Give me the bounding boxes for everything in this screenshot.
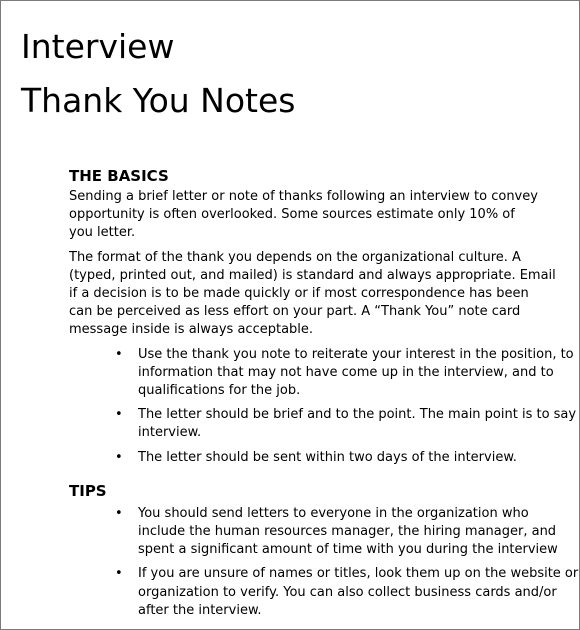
list-item: [69, 449, 580, 467]
text-line: you letter.: [69, 225, 136, 241]
text-line: organization to verify. You can also collect business cards and/or: [138, 584, 557, 600]
bullet-icon: •: [115, 449, 123, 465]
text-line: if a decision is to be made quickly or if most correspondence has been: [69, 286, 529, 302]
text-line: message inside is always acceptable.: [69, 322, 314, 338]
document-body: [69, 166, 580, 626]
text-line: after the interview.: [138, 602, 262, 618]
list-item: [69, 505, 580, 560]
text-line: information that may not have come up in the interview, and to: [138, 364, 554, 380]
text-line: You should send letters to everyone in the organization who: [138, 505, 529, 521]
text-line: can be perceived as less effort on your part. A “Thank You” note card: [69, 304, 521, 320]
text-line: interview.: [138, 425, 202, 441]
text-line: Sending a brief letter or note of thanks following an interview to convey: [69, 189, 538, 204]
bullet-icon: •: [115, 407, 123, 423]
text-line: The letter should be sent within two days of the interview.: [138, 449, 517, 465]
list-item: [69, 565, 580, 620]
basics-paragraph-2: [69, 249, 580, 340]
page-title-line-1: Interview: [21, 27, 175, 66]
page-title-line-2: Thank You Notes: [21, 81, 296, 120]
text-line: spent a significant amount of time with you during the interview: [138, 542, 558, 558]
bullet-icon: •: [115, 346, 123, 362]
basics-paragraph-1: [69, 188, 580, 243]
list-item: [69, 346, 580, 401]
tips-bullet-list: [69, 505, 580, 620]
text-line: Use the thank you note to reiterate your interest in the position, to: [138, 346, 574, 362]
bullet-icon: •: [115, 505, 123, 521]
text-line: (typed, printed out, and mailed) is standard and always appropriate. Email: [69, 267, 556, 283]
basics-bullet-list: [69, 346, 580, 467]
text-line: qualifications for the job.: [138, 383, 301, 399]
text-line: The format of the thank you depends on the organizational culture. A: [69, 249, 521, 265]
text-line: If you are unsure of names or titles, look them up on the website or: [138, 566, 579, 582]
text-line: opportunity is often overlooked. Some sources estimate only 10% of: [69, 207, 515, 223]
list-item: [69, 406, 580, 442]
text-line: The letter should be brief and to the point. The main point is to say: [138, 407, 577, 423]
section-heading-tips: TIPS: [69, 481, 107, 500]
bullet-icon: •: [115, 566, 123, 582]
text-line: include the human resources manager, the hiring manager, and: [138, 524, 557, 540]
section-heading-basics: THE BASICS: [69, 167, 169, 185]
